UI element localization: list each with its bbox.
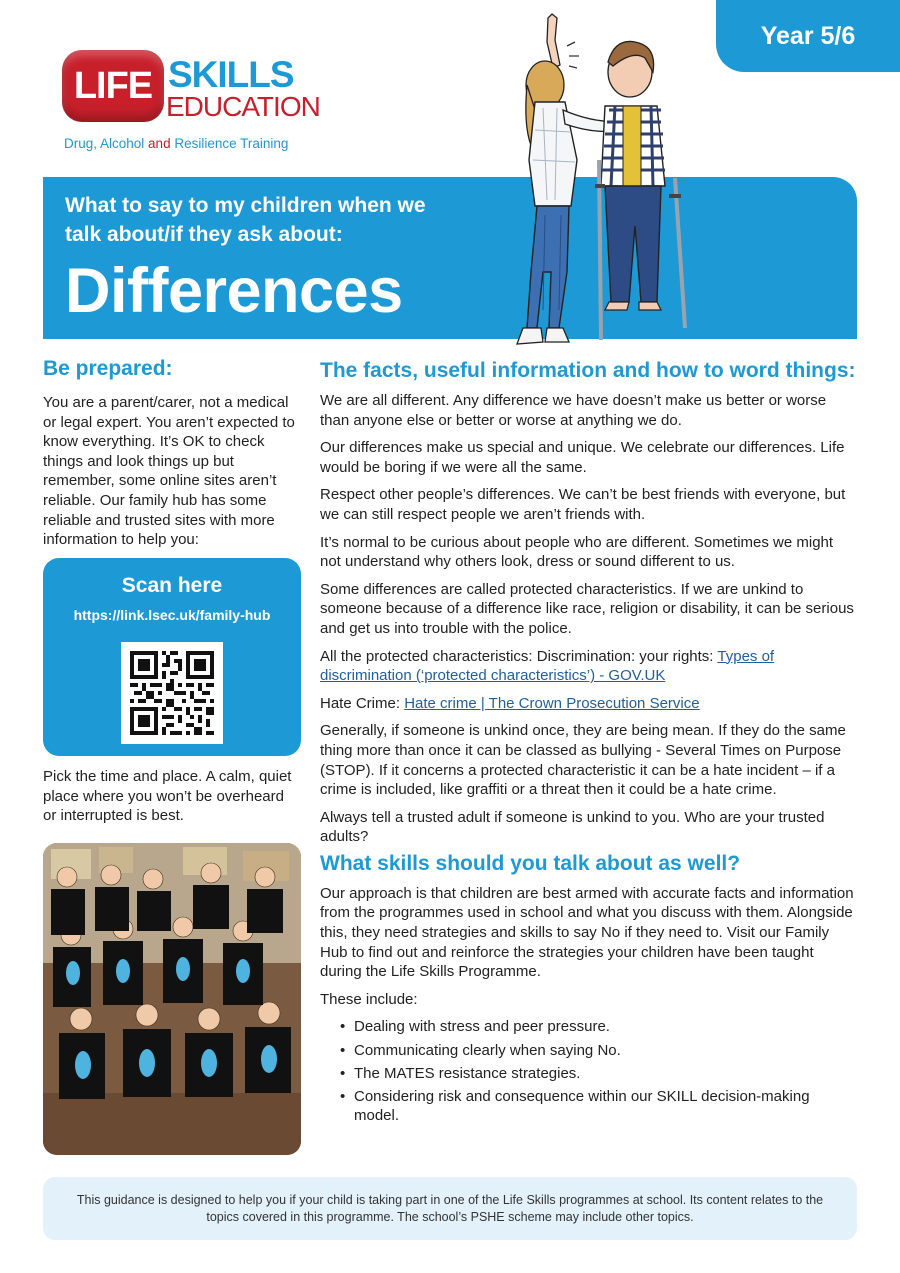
facts-section xyxy=(320,356,857,1129)
boy-figure xyxy=(601,41,665,310)
facts-paragraph-9: Always tell a trusted adult if someone is unkind to you. Who are your trusted adults? xyxy=(320,808,825,846)
life-skills-logo xyxy=(62,50,320,160)
be-prepared-text: You are a parent/carer, not a medical or legal expert. You aren’t expected to know everything. It’s OK to check things and look things up but remember, some online sites aren’t reliable. Our family hub has some reliable and trusted sites with more information to help you: xyxy=(43,394,295,549)
hero-banner xyxy=(43,177,857,339)
scan-url[interactable]: https://link.lsec.uk/family-hub xyxy=(73,607,271,623)
list-item: • The MATES resistance strategies. xyxy=(320,1064,857,1084)
qr-code[interactable] xyxy=(121,642,223,744)
qr-code-icon xyxy=(130,651,214,735)
hero-subtitle: What to say to my children when we talk about/if they ask about: xyxy=(65,194,426,246)
tagline-part2: Resilience Training xyxy=(170,136,289,151)
facts-paragraph-3: Respect other people’s differences. We can’t be best friends with everyone, but we can still respect people we aren’t friends with. xyxy=(320,486,846,523)
list-item: • Dealing with stress and peer pressure. xyxy=(320,1017,857,1037)
logo-tagline xyxy=(64,136,288,151)
be-prepared-heading: Be prepared: xyxy=(43,357,173,380)
facts-paragraph-8: Generally, if someone is unkind once, they are being mean. If they do the same thing more than once it can be classed as bullying - Several Times on Purpose (STOP). If it concerns a protected characteristic it can be a hate incident – if a crime is included, like graffiti or a threat then it could be a hate crime. xyxy=(320,722,846,799)
scan-box xyxy=(43,558,301,756)
cps-link[interactable]: Hate crime | The Crown Prosecution Service xyxy=(404,694,700,712)
scan-title: Scan here xyxy=(121,574,223,597)
skills-paragraph-2: These include: xyxy=(320,990,418,1008)
children-illustration xyxy=(505,10,720,355)
protected-characteristics-paragraph xyxy=(320,647,857,686)
tagline-part1: Drug, Alcohol xyxy=(64,136,149,151)
year-tab: Year 5/6 xyxy=(716,0,900,72)
gov-uk-link[interactable]: Types of discrimination (‘protected characteristics’) - GOV.UK xyxy=(320,647,775,685)
hate-crime-paragraph xyxy=(320,694,857,714)
list-item: • Communicating clearly when saying No. xyxy=(320,1041,857,1061)
facts-heading: The facts, useful information and how to word things: xyxy=(320,359,856,382)
hero-title: Differences xyxy=(65,256,403,326)
skills-list xyxy=(320,1017,857,1125)
skills-paragraph-1: Our approach is that children are best armed with accurate facts and information from the programmes used in school and what you discuss with them. Alongside this, they need strategies and skills to say No if they need to. Visit our Family Hub to find out and reinforce the strategies your children have been taught during the Life Skills Programme. xyxy=(320,884,854,981)
facts-paragraph-5: Some differences are called protected characteristics. If we are unkind to someone because of a difference like race, religion or disability, it can be serious and get us into trouble with the police. xyxy=(320,580,854,637)
logo-skills-text: SKILLS xyxy=(168,54,294,95)
list-item: • Considering risk and consequence within our SKILL decision-making model. xyxy=(320,1087,857,1126)
facts-paragraph-4: It’s normal to be curious about people who are different. Sometimes we might not understand why others look, dress or sound different to us. xyxy=(320,533,834,571)
protected-characteristics-label: All the protected characteristics: Discrimination: your rights: xyxy=(320,647,718,665)
skills-heading: What skills should you talk about as well? xyxy=(320,851,741,875)
footer-text: This guidance is designed to help you if your child is taking part in one of the Life Skills programmes at school. Its content relates to the topics covered in this programme. The school’s PSHE scheme may include other topics. xyxy=(76,1192,824,1224)
hate-crime-label: Hate Crime: xyxy=(320,694,405,712)
tagline-and: and xyxy=(148,136,171,151)
logo-education-text: EDUCATION xyxy=(166,91,320,122)
facts-paragraph-2: Our differences make us special and unique. We celebrate our differences. Life would be boring if we were all the same. xyxy=(320,439,845,476)
logo-life-badge: LIFE xyxy=(62,50,164,122)
pick-time-text: Pick the time and place. A calm, quiet place where you won’t be overheard or interrupted is best. xyxy=(43,768,292,825)
be-prepared-section xyxy=(43,355,301,550)
facts-paragraph-1: We are all different. Any difference we have doesn’t make us better or worse than anyone else or better or worse at anything we do. xyxy=(320,392,827,429)
children-group-photo xyxy=(43,843,301,1155)
footer-note xyxy=(43,1177,857,1240)
